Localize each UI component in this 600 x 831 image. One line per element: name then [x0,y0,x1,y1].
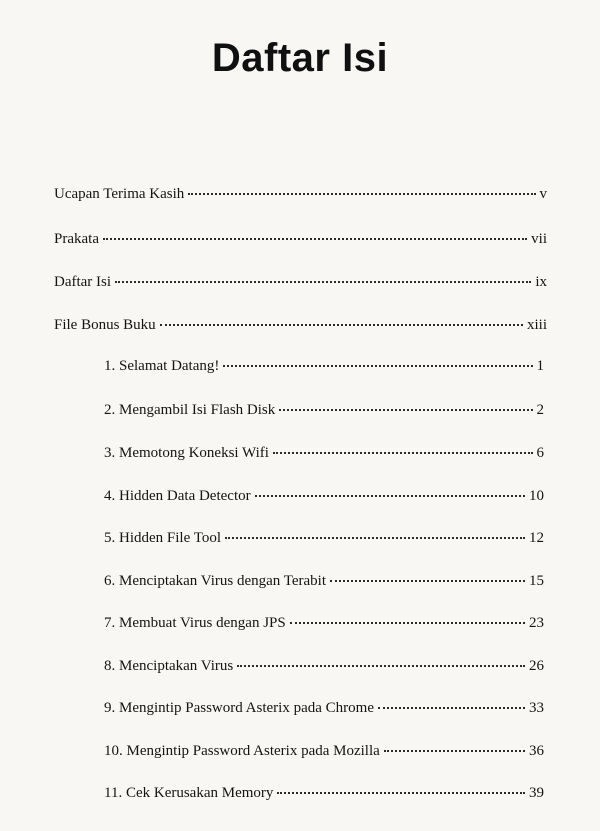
toc-entry-page: 26 [529,658,544,674]
toc-entry-page: vii [531,231,547,247]
toc-entry-label: 7. Membuat Virus dengan JPS [104,615,286,631]
toc-entry-page: 23 [529,615,544,631]
toc-entry-label: 1. Selamat Datang! [104,358,220,374]
dot-leader [237,649,525,667]
toc-entry-page: 10 [529,488,544,504]
toc-entry-label: Ucapan Terima Kasih [54,186,185,202]
toc-entry-label: 4. Hidden Data Detector [104,488,251,504]
toc-entry-label: Daftar Isi [54,274,112,290]
toc-entry-page: 15 [529,573,544,589]
toc-chapter-8 [104,652,544,676]
dot-leader [225,521,525,539]
toc-chapter-4 [104,482,544,506]
toc-entry-label: 6. Menciptakan Virus dengan Terabit [104,573,327,589]
toc-entry-daftar-isi [54,268,547,292]
dot-leader [290,606,525,624]
dot-leader [279,393,532,411]
dot-leader [223,349,532,367]
toc-chapter-6 [104,567,544,591]
toc-entry-label: File Bonus Buku [54,317,156,333]
toc-chapter-1 [104,352,544,376]
toc-chapter-10 [104,737,544,761]
toc-entry-page: 1 [536,358,544,374]
toc-chapter-3 [104,439,544,463]
dot-leader [378,691,525,709]
toc-entry-file-bonus-buku [54,311,547,335]
toc-entry-page: ix [535,274,547,290]
toc-entry-prakata [54,225,547,249]
dot-leader [160,308,523,326]
toc-chapter-5 [104,524,544,548]
toc-entry-label: 9. Mengintip Password Asterix pada Chrome [104,700,374,716]
toc-chapter-11 [104,779,544,803]
toc-entry-page: 33 [529,700,544,716]
toc-entry-page: 2 [536,402,544,418]
dot-leader [384,734,525,752]
page-title: Daftar Isi [211,36,389,80]
toc-entry-page: 6 [536,445,544,461]
toc-entry-page: 12 [529,530,544,546]
dot-leader [103,222,527,240]
dot-leader [255,479,525,497]
dot-leader [188,177,535,195]
dot-leader [330,564,525,582]
toc-entry-label: 11. Cek Kerusakan Memory [104,785,274,801]
toc-chapter-9 [104,694,544,718]
toc-chapter-2 [104,396,544,420]
toc-entry-label: 2. Mengambil Isi Flash Disk [104,402,276,418]
toc-entry-label: 10. Mengintip Password Asterix pada Mozilla [104,743,380,759]
toc-entry-label: Prakata [54,231,99,247]
toc-entry-page: xiii [526,317,547,333]
toc-entry-page: 36 [529,743,544,759]
dot-leader [273,436,533,454]
toc-entry-page: v [539,186,547,202]
toc-chapter-7 [104,609,544,633]
dot-leader [115,265,531,283]
toc-entry-ucapan-terima-kasih [54,180,547,204]
toc-entry-label: 8. Menciptakan Virus [104,658,234,674]
toc-entry-label: 3. Memotong Koneksi Wifi [104,445,269,461]
dot-leader [277,776,525,794]
toc-entry-label: 5. Hidden File Tool [104,530,222,546]
toc-entry-page: 39 [529,785,544,801]
